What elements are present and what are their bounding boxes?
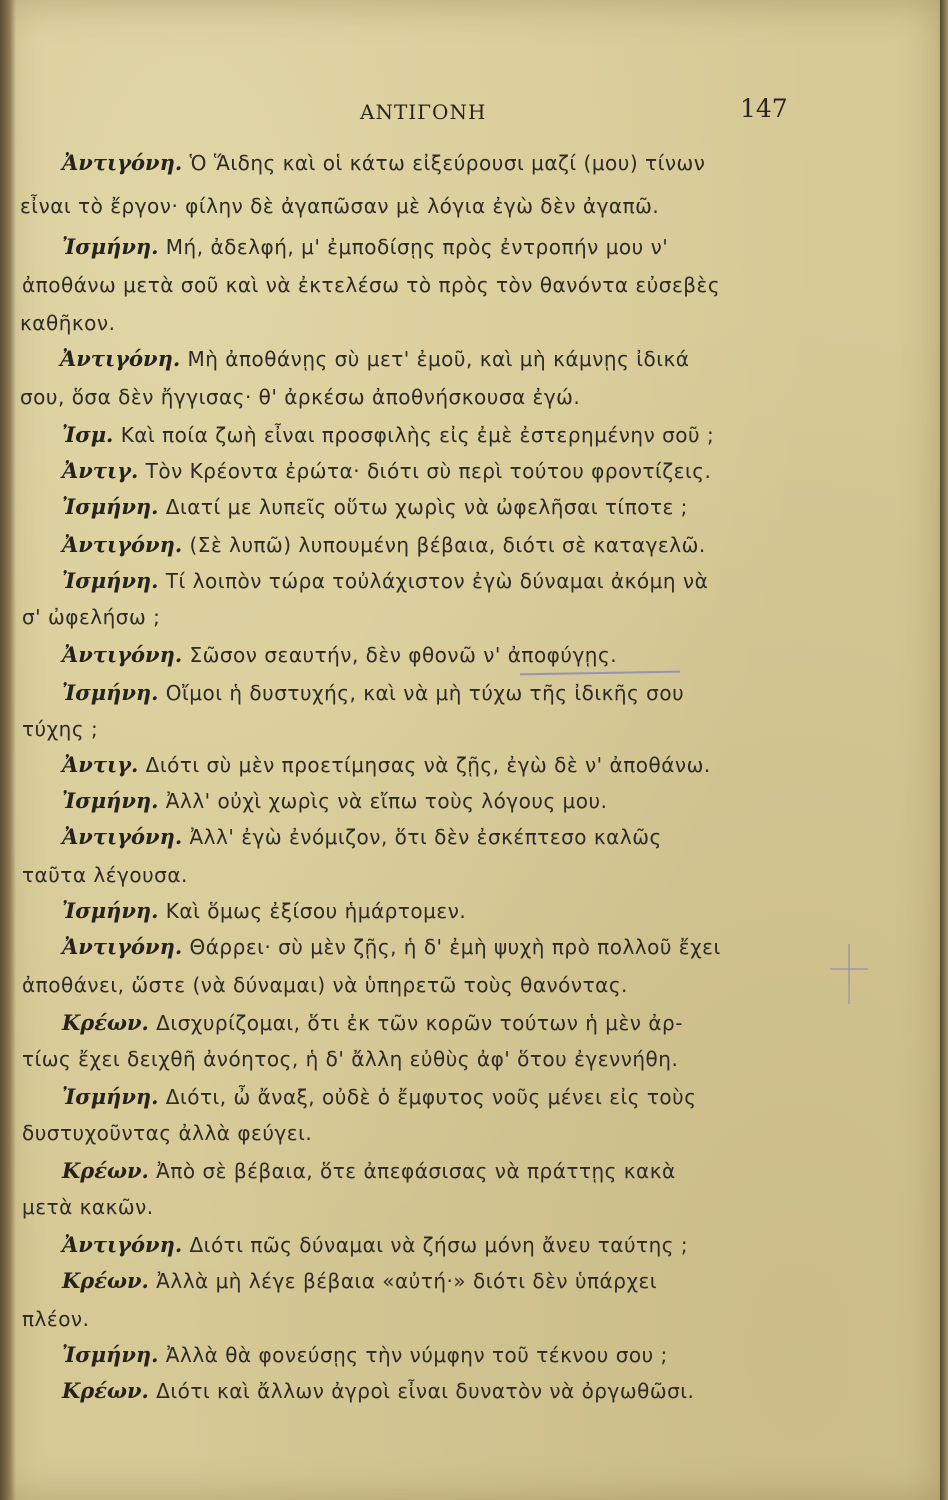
speaker-name: Ἀντιγόνη. xyxy=(62,824,190,849)
text-line xyxy=(62,1084,696,1109)
line-text: Μὴ ἀποθάνῃς σὺ μετ' ἐμοῦ, καὶ μὴ κάμνῃς ἰδικά xyxy=(187,347,690,371)
speaker-name: Ἀντιγόνη. xyxy=(62,934,190,959)
speaker-name: Ἀντιγόνη. xyxy=(62,642,190,667)
text-line xyxy=(62,934,721,959)
text-line xyxy=(62,1342,668,1367)
line-text: σου, ὅσα δὲν ἤγγισας· θ' ἀρκέσω ἀποθνήσκουσα ἐγώ. xyxy=(20,385,581,409)
speaker-name: Κρέων. xyxy=(62,1158,157,1183)
text-line xyxy=(22,1120,312,1145)
text-line xyxy=(60,346,689,371)
line-text: Τὸν Κρέοντα ἐρώτα· διότι σὺ περὶ τούτου φροντίζεις. xyxy=(145,459,712,483)
text-line xyxy=(62,1268,657,1293)
line-text: Ἀλλ' οὐχὶ χωρὶς νὰ εἴπω τοὺς λόγους μου. xyxy=(165,789,608,813)
line-text: πλέον. xyxy=(22,1307,90,1331)
speaker-name: Κρέων. xyxy=(62,1010,157,1035)
text-line xyxy=(22,862,188,887)
text-line xyxy=(62,458,711,483)
text-line xyxy=(62,568,708,593)
text-line xyxy=(22,716,98,741)
line-text: Θάρρει· σὺ μὲν ζῇς, ἡ δ' ἐμὴ ψυχὴ πρὸ πολλοῦ ἔχει xyxy=(189,935,721,959)
line-text: (Σὲ λυπῶ) λυπουμένη βέβαια, διότι σὲ καταγελῶ. xyxy=(189,533,706,557)
text-line xyxy=(62,1378,694,1403)
line-text: Καὶ ὅμως ἐξίσου ἡμάρτομεν. xyxy=(165,899,467,923)
line-text: ἀποθάνει, ὥστε (νὰ δύναμαι) νὰ ὑπηρετῶ τοὺς θανόντας. xyxy=(22,973,628,997)
pencil-mark xyxy=(848,944,850,1004)
line-text: Διότι σὺ μὲν προετίμησας νὰ ζῇς, ἐγὼ δὲ ν' ἀποθάνω. xyxy=(145,753,711,777)
line-text: Ἀλλ' ἐγὼ ἐνόμιζον, ὅτι δὲν ἐσκέπτεσο καλῶς xyxy=(189,825,662,849)
line-text: Οἴμοι ἡ δυστυχής, καὶ νὰ μὴ τύχω τῆς ἰδικῆς σου xyxy=(165,681,685,705)
speaker-name: Ἀντιγόνη. xyxy=(62,1232,190,1257)
speaker-name: Ἰσμήνη. xyxy=(62,680,166,705)
speaker-name: Κρέων. xyxy=(62,1268,157,1293)
line-text: Τί λοιπὸν τώρα τοὐλάχιστον ἐγὼ δύναμαι ἀκόμη νὰ xyxy=(165,569,709,593)
speaker-name: Ἀντιγόνη. xyxy=(62,150,190,175)
line-text: Καὶ ποία ζωὴ εἶναι προσφιλὴς εἰς ἐμὲ ἐστερημένην σοῦ ; xyxy=(120,423,715,447)
text-line xyxy=(22,1046,678,1071)
text-line xyxy=(22,604,160,629)
speaker-name: Ἰσμήνη. xyxy=(62,1084,166,1109)
text-line xyxy=(62,680,684,705)
line-text: Ὁ Ἅιδης καὶ οἱ κάτω εἰξεύρουσι μαζί (μου) τίνων xyxy=(189,151,706,175)
speaker-name: Κρέων. xyxy=(62,1378,157,1403)
line-text: μετὰ κακῶν. xyxy=(22,1195,154,1219)
line-text: Διότι καὶ ἄλλων ἀγροὶ εἶναι δυνατὸν νὰ ὀργωθῶσι. xyxy=(156,1379,695,1403)
line-text: καθῆκον. xyxy=(20,311,116,335)
text-line xyxy=(22,1306,89,1331)
line-text: Δισχυρίζομαι, ὅτι ἐκ τῶν κορῶν τούτων ἡ μὲν ἀρ- xyxy=(156,1011,683,1035)
text-line xyxy=(62,234,668,259)
text-line xyxy=(62,788,607,813)
line-text: σ' ὠφελήσω ; xyxy=(22,605,161,629)
speaker-name: Ἰσμήνη. xyxy=(62,234,166,259)
page-number: 147 xyxy=(740,94,788,123)
text-line xyxy=(22,272,720,297)
text-line xyxy=(62,532,706,557)
text-line xyxy=(20,310,115,335)
line-text: εἶναι τὸ ἔργον· φίλην δὲ ἀγαπῶσαν μὲ λόγια ἐγὼ δὲν ἀγαπῶ. xyxy=(20,194,660,218)
line-text: ταῦτα λέγουσα. xyxy=(22,863,188,887)
line-text: Σῶσον σεαυτήν, δὲν φθονῶ ν' ἀποφύγῃς. xyxy=(189,643,618,667)
line-text: τύχης ; xyxy=(22,717,99,741)
line-text: Ἀλλὰ μὴ λέγε βέβαια «αὐτή·» διότι δὲν ὑπάρχει xyxy=(156,1269,658,1293)
text-line xyxy=(62,752,711,777)
speaker-name: Ἰσμ. xyxy=(62,422,121,447)
text-line xyxy=(62,1158,676,1183)
line-text: Ἀπὸ σὲ βέβαια, ὅτε ἀπεφάσισας νὰ πράττῃς κακὰ xyxy=(156,1159,676,1183)
speaker-name: Ἰσμήνη. xyxy=(62,494,166,519)
speaker-name: Ἰσμήνη. xyxy=(62,1342,166,1367)
pencil-mark xyxy=(830,968,868,970)
line-text: Μή, ἀδελφή, μ' ἐμποδίσῃς πρὸς ἐντροπήν μου ν' xyxy=(165,235,669,259)
line-text: Διατί με λυπεῖς οὕτω χωρὶς νὰ ὠφελῆσαι τίποτε ; xyxy=(165,495,688,519)
speaker-name: Ἀντιγ. xyxy=(62,752,146,777)
text-line xyxy=(62,1232,688,1257)
line-text: Διότι πῶς δύναμαι νὰ ζήσω μόνη ἄνευ ταύτης ; xyxy=(189,1233,689,1257)
line-text: Διότι, ὦ ἄναξ, οὐδὲ ὁ ἔμφυτος νοῦς μένει εἰς τοὺς xyxy=(165,1085,697,1109)
speaker-name: Ἀντιγ. xyxy=(62,458,146,483)
running-head: ΑΝΤΙΓΟΝΗ xyxy=(360,100,487,124)
speaker-name: Ἰσμήνη. xyxy=(62,788,166,813)
text-line xyxy=(22,1194,154,1219)
text-line xyxy=(62,1010,683,1035)
text-line xyxy=(62,422,714,447)
text-line xyxy=(62,642,617,667)
speaker-name: Ἀντιγόνη. xyxy=(60,346,188,371)
text-line xyxy=(62,898,466,923)
text-line xyxy=(62,150,705,175)
text-line xyxy=(20,193,659,218)
text-line xyxy=(62,494,688,519)
speaker-name: Ἰσμήνη. xyxy=(62,898,166,923)
line-text: δυστυχοῦντας ἀλλὰ φεύγει. xyxy=(22,1121,313,1145)
text-line xyxy=(62,824,662,849)
speaker-name: Ἀντιγόνη. xyxy=(62,532,190,557)
line-text: Ἀλλὰ θὰ φονεύσῃς τὴν νύμφην τοῦ τέκνου σου ; xyxy=(165,1343,668,1367)
text-line xyxy=(20,384,580,409)
line-text: τίως ἔχει δειχθῆ ἀνόητος, ἡ δ' ἄλλη εὐθὺς ἀφ' ὅτου ἐγεννήθη. xyxy=(22,1047,679,1071)
text-line xyxy=(22,972,628,997)
speaker-name: Ἰσμήνη. xyxy=(62,568,166,593)
line-text: ἀποθάνω μετὰ σοῦ καὶ νὰ ἐκτελέσω τὸ πρὸς τὸν θανόντα εὐσεβὲς xyxy=(22,273,721,297)
